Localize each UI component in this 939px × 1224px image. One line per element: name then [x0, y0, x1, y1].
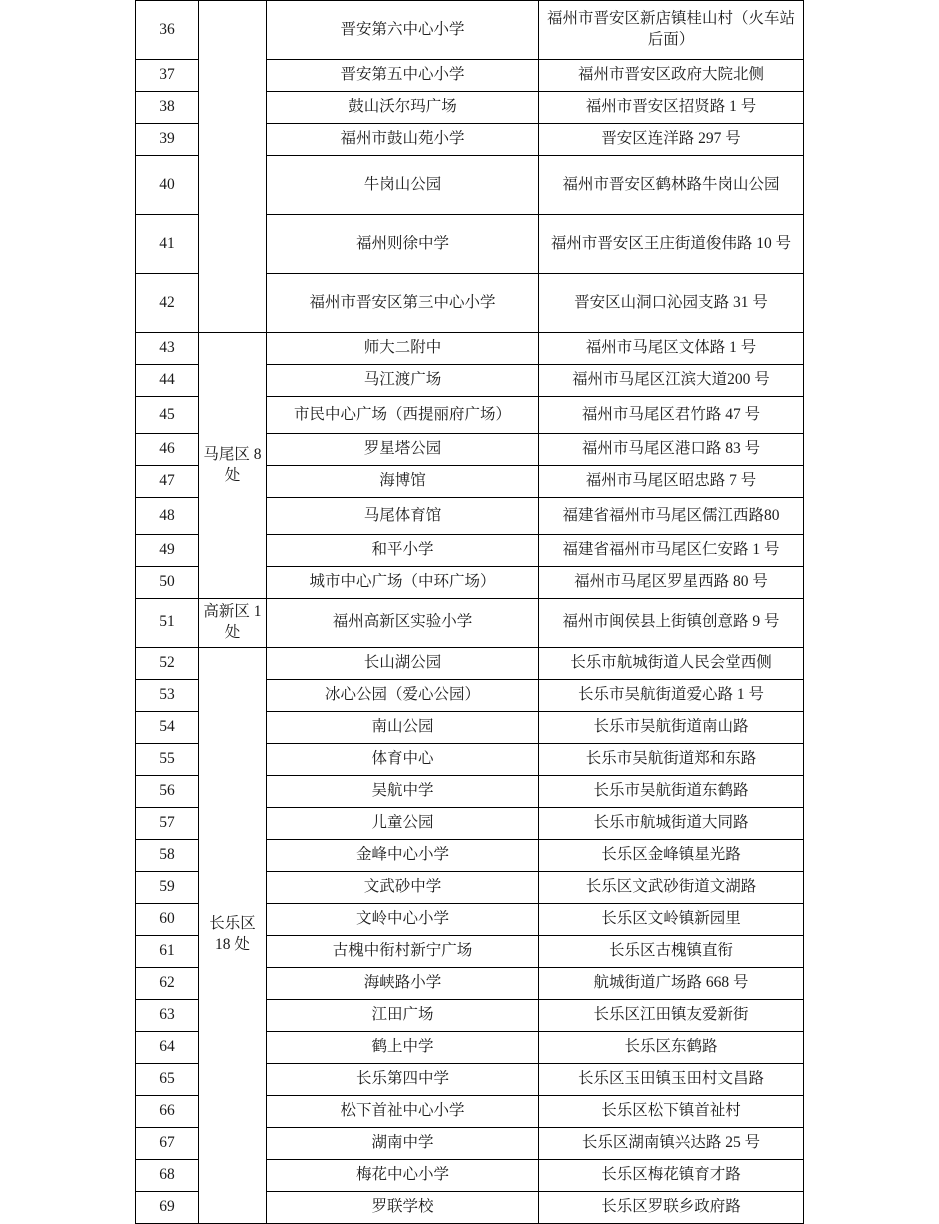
row-number: 64	[136, 1031, 199, 1063]
row-number: 45	[136, 397, 199, 434]
facility-address: 福州市马尾区罗星西路 80 号	[539, 567, 804, 599]
facility-name: 古槐中衔村新宁广场	[267, 935, 539, 967]
row-number: 62	[136, 967, 199, 999]
facility-address: 长乐市吴航街道南山路	[539, 711, 804, 743]
facility-name: 梅花中心小学	[267, 1159, 539, 1191]
facility-name: 松下首祉中心小学	[267, 1095, 539, 1127]
facility-name: 南山公园	[267, 711, 539, 743]
facility-address: 福州市晋安区政府大院北侧	[539, 60, 804, 92]
facility-address: 福州市马尾区君竹路 47 号	[539, 397, 804, 434]
facility-address: 长乐市航城街道人民会堂西侧	[539, 647, 804, 679]
table-row	[136, 1, 804, 60]
row-number: 44	[136, 365, 199, 397]
row-number: 56	[136, 775, 199, 807]
row-number: 61	[136, 935, 199, 967]
row-number: 67	[136, 1127, 199, 1159]
facility-name: 文武砂中学	[267, 871, 539, 903]
row-number: 48	[136, 498, 199, 535]
facility-address: 福州市晋安区新店镇桂山村（火车站后面）	[539, 1, 804, 60]
facility-address: 福州市马尾区昭忠路 7 号	[539, 466, 804, 498]
facility-name: 文岭中心小学	[267, 903, 539, 935]
row-number: 68	[136, 1159, 199, 1191]
group-label: 马尾区 8 处	[199, 333, 267, 599]
facility-name: 鹤上中学	[267, 1031, 539, 1063]
row-number: 42	[136, 274, 199, 333]
facility-name: 马江渡广场	[267, 365, 539, 397]
row-number: 54	[136, 711, 199, 743]
facility-address: 长乐区东鹤路	[539, 1031, 804, 1063]
group-label: 长乐区 18 处	[199, 647, 267, 1223]
group-label: 高新区 1 处	[199, 599, 267, 648]
facility-address: 长乐区罗联乡政府路	[539, 1191, 804, 1223]
row-number: 66	[136, 1095, 199, 1127]
row-number: 47	[136, 466, 199, 498]
facility-name: 牛岗山公园	[267, 156, 539, 215]
table-row	[136, 647, 804, 679]
facility-name: 儿童公园	[267, 807, 539, 839]
facility-name: 和平小学	[267, 535, 539, 567]
facility-name: 晋安第五中心小学	[267, 60, 539, 92]
facility-address: 长乐区湖南镇兴达路 25 号	[539, 1127, 804, 1159]
facility-address: 福建省福州市马尾区儒江西路80	[539, 498, 804, 535]
facility-address: 晋安区山洞口沁园支路 31 号	[539, 274, 804, 333]
facility-name: 长山湖公园	[267, 647, 539, 679]
facility-name: 海峡路小学	[267, 967, 539, 999]
facility-name: 福州市鼓山苑小学	[267, 124, 539, 156]
table-body	[136, 1, 804, 1224]
row-number: 51	[136, 599, 199, 648]
facility-address: 长乐区梅花镇育才路	[539, 1159, 804, 1191]
facility-name: 马尾体育馆	[267, 498, 539, 535]
facility-name: 市民中心广场（西提丽府广场）	[267, 397, 539, 434]
facility-address: 福州市马尾区文体路 1 号	[539, 333, 804, 365]
row-number: 43	[136, 333, 199, 365]
facility-name: 罗联学校	[267, 1191, 539, 1223]
row-number: 49	[136, 535, 199, 567]
facility-list-table	[135, 0, 804, 1224]
facility-address: 福州市马尾区江滨大道200 号	[539, 365, 804, 397]
facility-name: 晋安第六中心小学	[267, 1, 539, 60]
facility-address: 长乐区金峰镇星光路	[539, 839, 804, 871]
row-number: 52	[136, 647, 199, 679]
row-number: 50	[136, 567, 199, 599]
row-number: 69	[136, 1191, 199, 1223]
row-number: 37	[136, 60, 199, 92]
facility-address: 福建省福州市马尾区仁安路 1 号	[539, 535, 804, 567]
facility-name: 体育中心	[267, 743, 539, 775]
facility-address: 长乐市航城街道大同路	[539, 807, 804, 839]
row-number: 39	[136, 124, 199, 156]
facility-address: 长乐区古槐镇直衔	[539, 935, 804, 967]
row-number: 65	[136, 1063, 199, 1095]
facility-address: 航城街道广场路 668 号	[539, 967, 804, 999]
facility-address: 晋安区连洋路 297 号	[539, 124, 804, 156]
facility-address: 福州市晋安区王庄街道俊伟路 10 号	[539, 215, 804, 274]
row-number: 63	[136, 999, 199, 1031]
row-number: 53	[136, 679, 199, 711]
row-number: 57	[136, 807, 199, 839]
facility-name: 福州则徐中学	[267, 215, 539, 274]
facility-address: 长乐区玉田镇玉田村文昌路	[539, 1063, 804, 1095]
row-number: 58	[136, 839, 199, 871]
row-number: 55	[136, 743, 199, 775]
facility-name: 吴航中学	[267, 775, 539, 807]
facility-name: 罗星塔公园	[267, 434, 539, 466]
facility-address: 福州市马尾区港口路 83 号	[539, 434, 804, 466]
row-number: 41	[136, 215, 199, 274]
facility-name: 城市中心广场（中环广场）	[267, 567, 539, 599]
row-number: 46	[136, 434, 199, 466]
row-number: 40	[136, 156, 199, 215]
facility-address: 福州市晋安区招贤路 1 号	[539, 92, 804, 124]
table-row	[136, 333, 804, 365]
facility-name: 师大二附中	[267, 333, 539, 365]
facility-name: 鼓山沃尔玛广场	[267, 92, 539, 124]
facility-name: 海博馆	[267, 466, 539, 498]
facility-address: 福州市闽侯县上街镇创意路 9 号	[539, 599, 804, 648]
row-number: 59	[136, 871, 199, 903]
facility-address: 长乐市吴航街道郑和东路	[539, 743, 804, 775]
table-row	[136, 599, 804, 648]
facility-name: 福州市晋安区第三中心小学	[267, 274, 539, 333]
facility-address: 长乐区江田镇友爱新街	[539, 999, 804, 1031]
facility-name: 福州高新区实验小学	[267, 599, 539, 648]
row-number: 38	[136, 92, 199, 124]
facility-address: 长乐区松下镇首祉村	[539, 1095, 804, 1127]
group-label	[199, 1, 267, 333]
facility-name: 冰心公园（爱心公园）	[267, 679, 539, 711]
row-number: 36	[136, 1, 199, 60]
facility-address: 长乐区文岭镇新园里	[539, 903, 804, 935]
facility-address: 长乐区文武砂街道文湖路	[539, 871, 804, 903]
facility-name: 长乐第四中学	[267, 1063, 539, 1095]
facility-name: 江田广场	[267, 999, 539, 1031]
facility-address: 福州市晋安区鹤林路牛岗山公园	[539, 156, 804, 215]
row-number: 60	[136, 903, 199, 935]
facility-name: 金峰中心小学	[267, 839, 539, 871]
facility-name: 湖南中学	[267, 1127, 539, 1159]
facility-address: 长乐市吴航街道爱心路 1 号	[539, 679, 804, 711]
facility-address: 长乐市吴航街道东鹤路	[539, 775, 804, 807]
